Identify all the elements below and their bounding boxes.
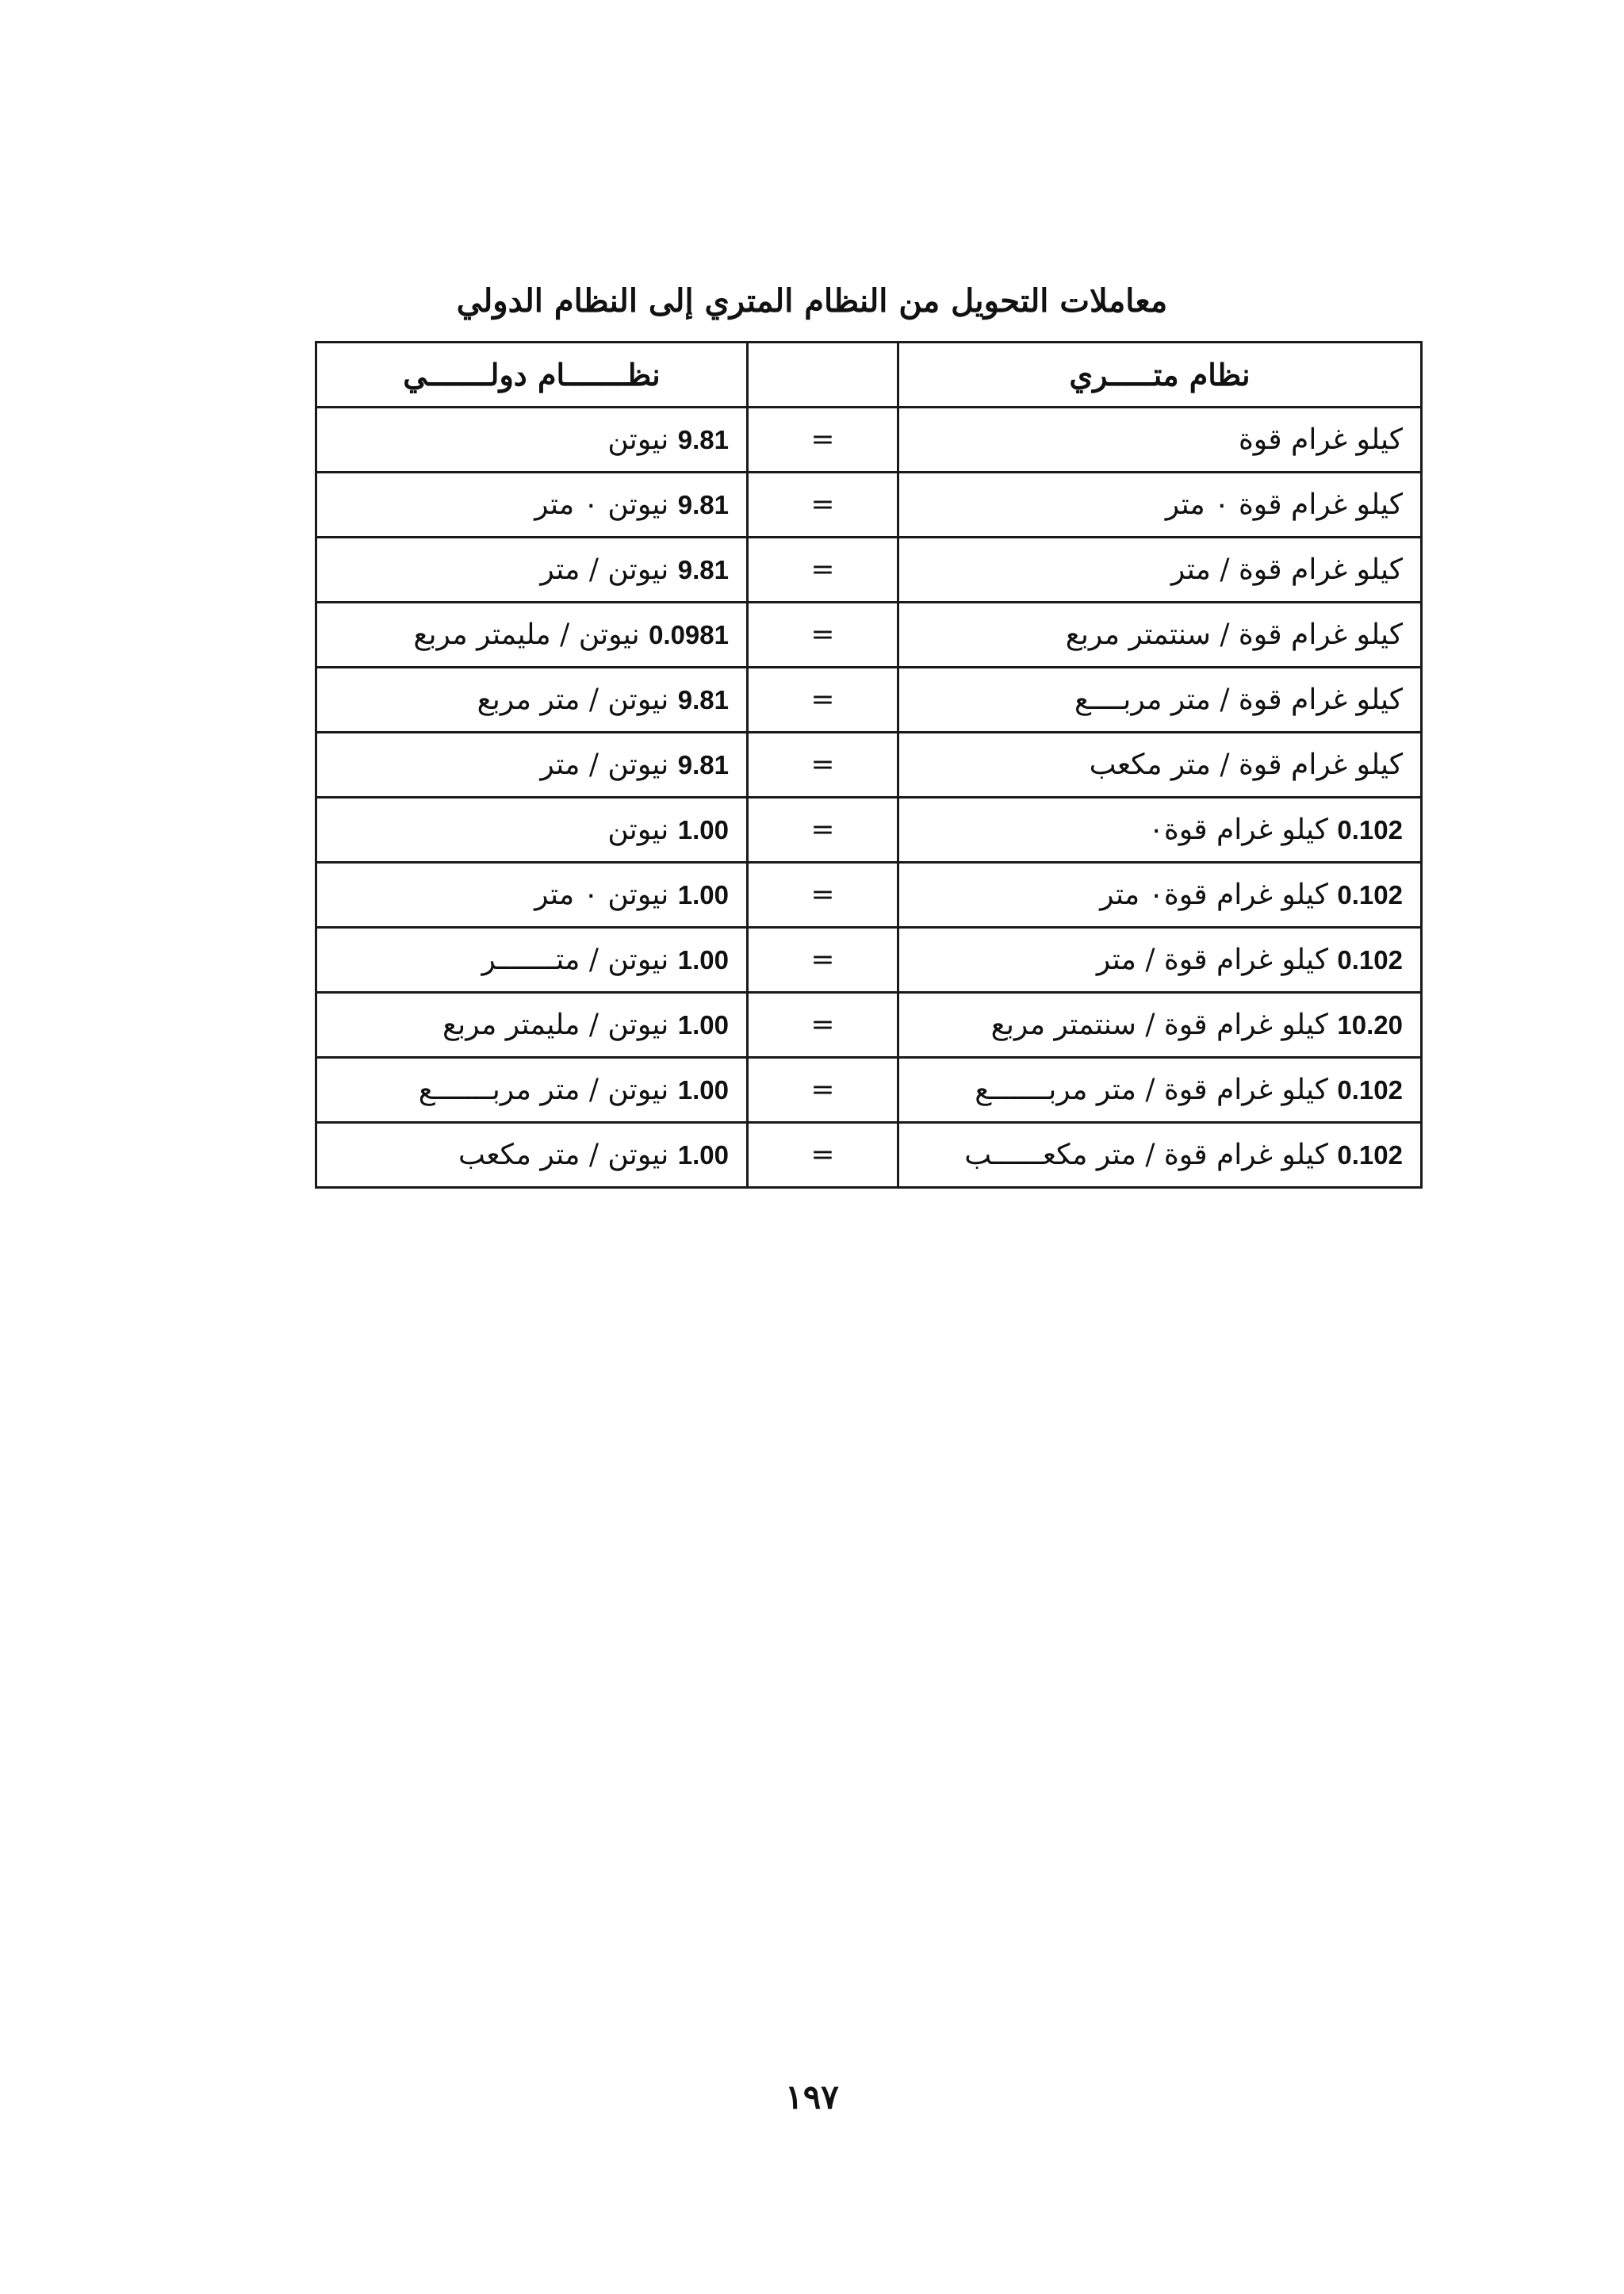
table-row [316,1123,1422,1188]
international-unit: نيوتن [607,814,669,846]
metric-unit: كيلو غرام قوة / متر مربـــــــع [975,1074,1328,1106]
equals-cell: = [748,928,898,993]
page-title: معاملات التحويل من النظام المتري إلى النظام الدولي [456,282,1168,320]
table-header-row [316,343,1422,408]
metric-value: 10.20 [1337,1010,1403,1040]
metric-cell [898,798,1422,863]
metric-unit: كيلو غرام قوة [1238,423,1403,456]
metric-unit: كيلو غرام قوة٠ متر [1100,879,1328,911]
metric-unit: كيلو غرام قوة / متر مكعــــــب [964,1139,1328,1171]
international-cell [316,538,748,603]
metric-cell [898,603,1422,668]
table-row [316,473,1422,538]
international-cell [316,733,748,798]
equals-cell: = [748,1058,898,1123]
international-cell [316,1123,748,1188]
metric-value: 0.102 [1337,945,1403,975]
international-value: 9.81 [677,750,729,779]
international-value: 1.00 [677,945,729,975]
international-unit: نيوتن / متر مكعب [458,1139,669,1171]
metric-unit: كيلو غرام قوة / سنتمتر مربع [990,1009,1328,1041]
table-row [316,798,1422,863]
metric-value: 0.102 [1337,1140,1403,1170]
equals-cell: = [748,863,898,928]
international-value: 9.81 [677,555,729,584]
international-cell [316,473,748,538]
international-value: 1.00 [677,880,729,910]
metric-unit: كيلو غرام قوة / متر مكعب [1089,749,1403,781]
international-cell [316,408,748,473]
equals-cell: = [748,473,898,538]
equals-cell: = [748,798,898,863]
international-cell [316,798,748,863]
metric-cell [898,408,1422,473]
metric-unit: كيلو غرام قوة٠ [1148,814,1328,846]
international-cell [316,928,748,993]
international-unit: نيوتن ٠ متر [534,488,669,521]
metric-cell [898,993,1422,1058]
table-row [316,603,1422,668]
page-number: ١٩٧ [785,2078,839,2116]
metric-value: 0.102 [1337,1075,1403,1105]
international-cell [316,603,748,668]
international-unit: نيوتن / مليمتر مربع [413,618,640,651]
metric-unit: كيلو غرام قوة ٠ متر [1165,488,1403,521]
international-value: 1.00 [677,1140,729,1170]
equals-cell: = [748,538,898,603]
table-row [316,863,1422,928]
international-value: 1.00 [677,1010,729,1040]
metric-cell [898,863,1422,928]
international-unit: نيوتن / مليمتر مربع [442,1009,669,1041]
international-cell [316,863,748,928]
international-value: 0.0981 [649,620,729,649]
international-value: 9.81 [677,425,729,454]
equals-cell: = [748,603,898,668]
table-row [316,928,1422,993]
table-row [316,733,1422,798]
equals-cell: = [748,668,898,733]
metric-value: 0.102 [1337,815,1403,844]
header-metric-system: نظام متـــــري [898,343,1422,408]
table-row [316,538,1422,603]
metric-cell [898,733,1422,798]
metric-unit: كيلو غرام قوة / سنتمتر مربع [1065,618,1403,651]
header-international-system: نظـــــــام دولـــــــي [316,343,748,408]
metric-cell [898,473,1422,538]
table-row [316,993,1422,1058]
international-unit: نيوتن [607,423,669,456]
international-cell [316,668,748,733]
international-cell [316,1058,748,1123]
metric-value: 0.102 [1337,880,1403,910]
table-row [316,1058,1422,1123]
international-unit: نيوتن ٠ متر [534,879,669,911]
international-unit: نيوتن / متر [540,553,669,586]
table-row [316,408,1422,473]
equals-cell: = [748,1123,898,1188]
equals-cell: = [748,993,898,1058]
international-value: 9.81 [677,490,729,519]
international-unit: نيوتن / متـــــــر [481,944,669,976]
metric-cell [898,538,1422,603]
table-row [316,668,1422,733]
metric-cell [898,1058,1422,1123]
international-value: 1.00 [677,1075,729,1105]
equals-cell: = [748,733,898,798]
international-value: 9.81 [677,685,729,714]
conversion-table [315,341,1423,1189]
metric-unit: كيلو غرام قوة / متر [1170,553,1403,586]
metric-unit: كيلو غرام قوة / متر مربــــع [1074,684,1403,716]
international-unit: نيوتن / متر [540,749,669,781]
international-value: 1.00 [677,815,729,844]
international-unit: نيوتن / متر مربـــــــع [418,1074,669,1106]
metric-unit: كيلو غرام قوة / متر [1096,944,1328,976]
header-equals [748,343,898,408]
metric-cell [898,668,1422,733]
equals-cell: = [748,408,898,473]
international-cell [316,993,748,1058]
metric-cell [898,1123,1422,1188]
metric-cell [898,928,1422,993]
international-unit: نيوتن / متر مربع [477,684,669,716]
